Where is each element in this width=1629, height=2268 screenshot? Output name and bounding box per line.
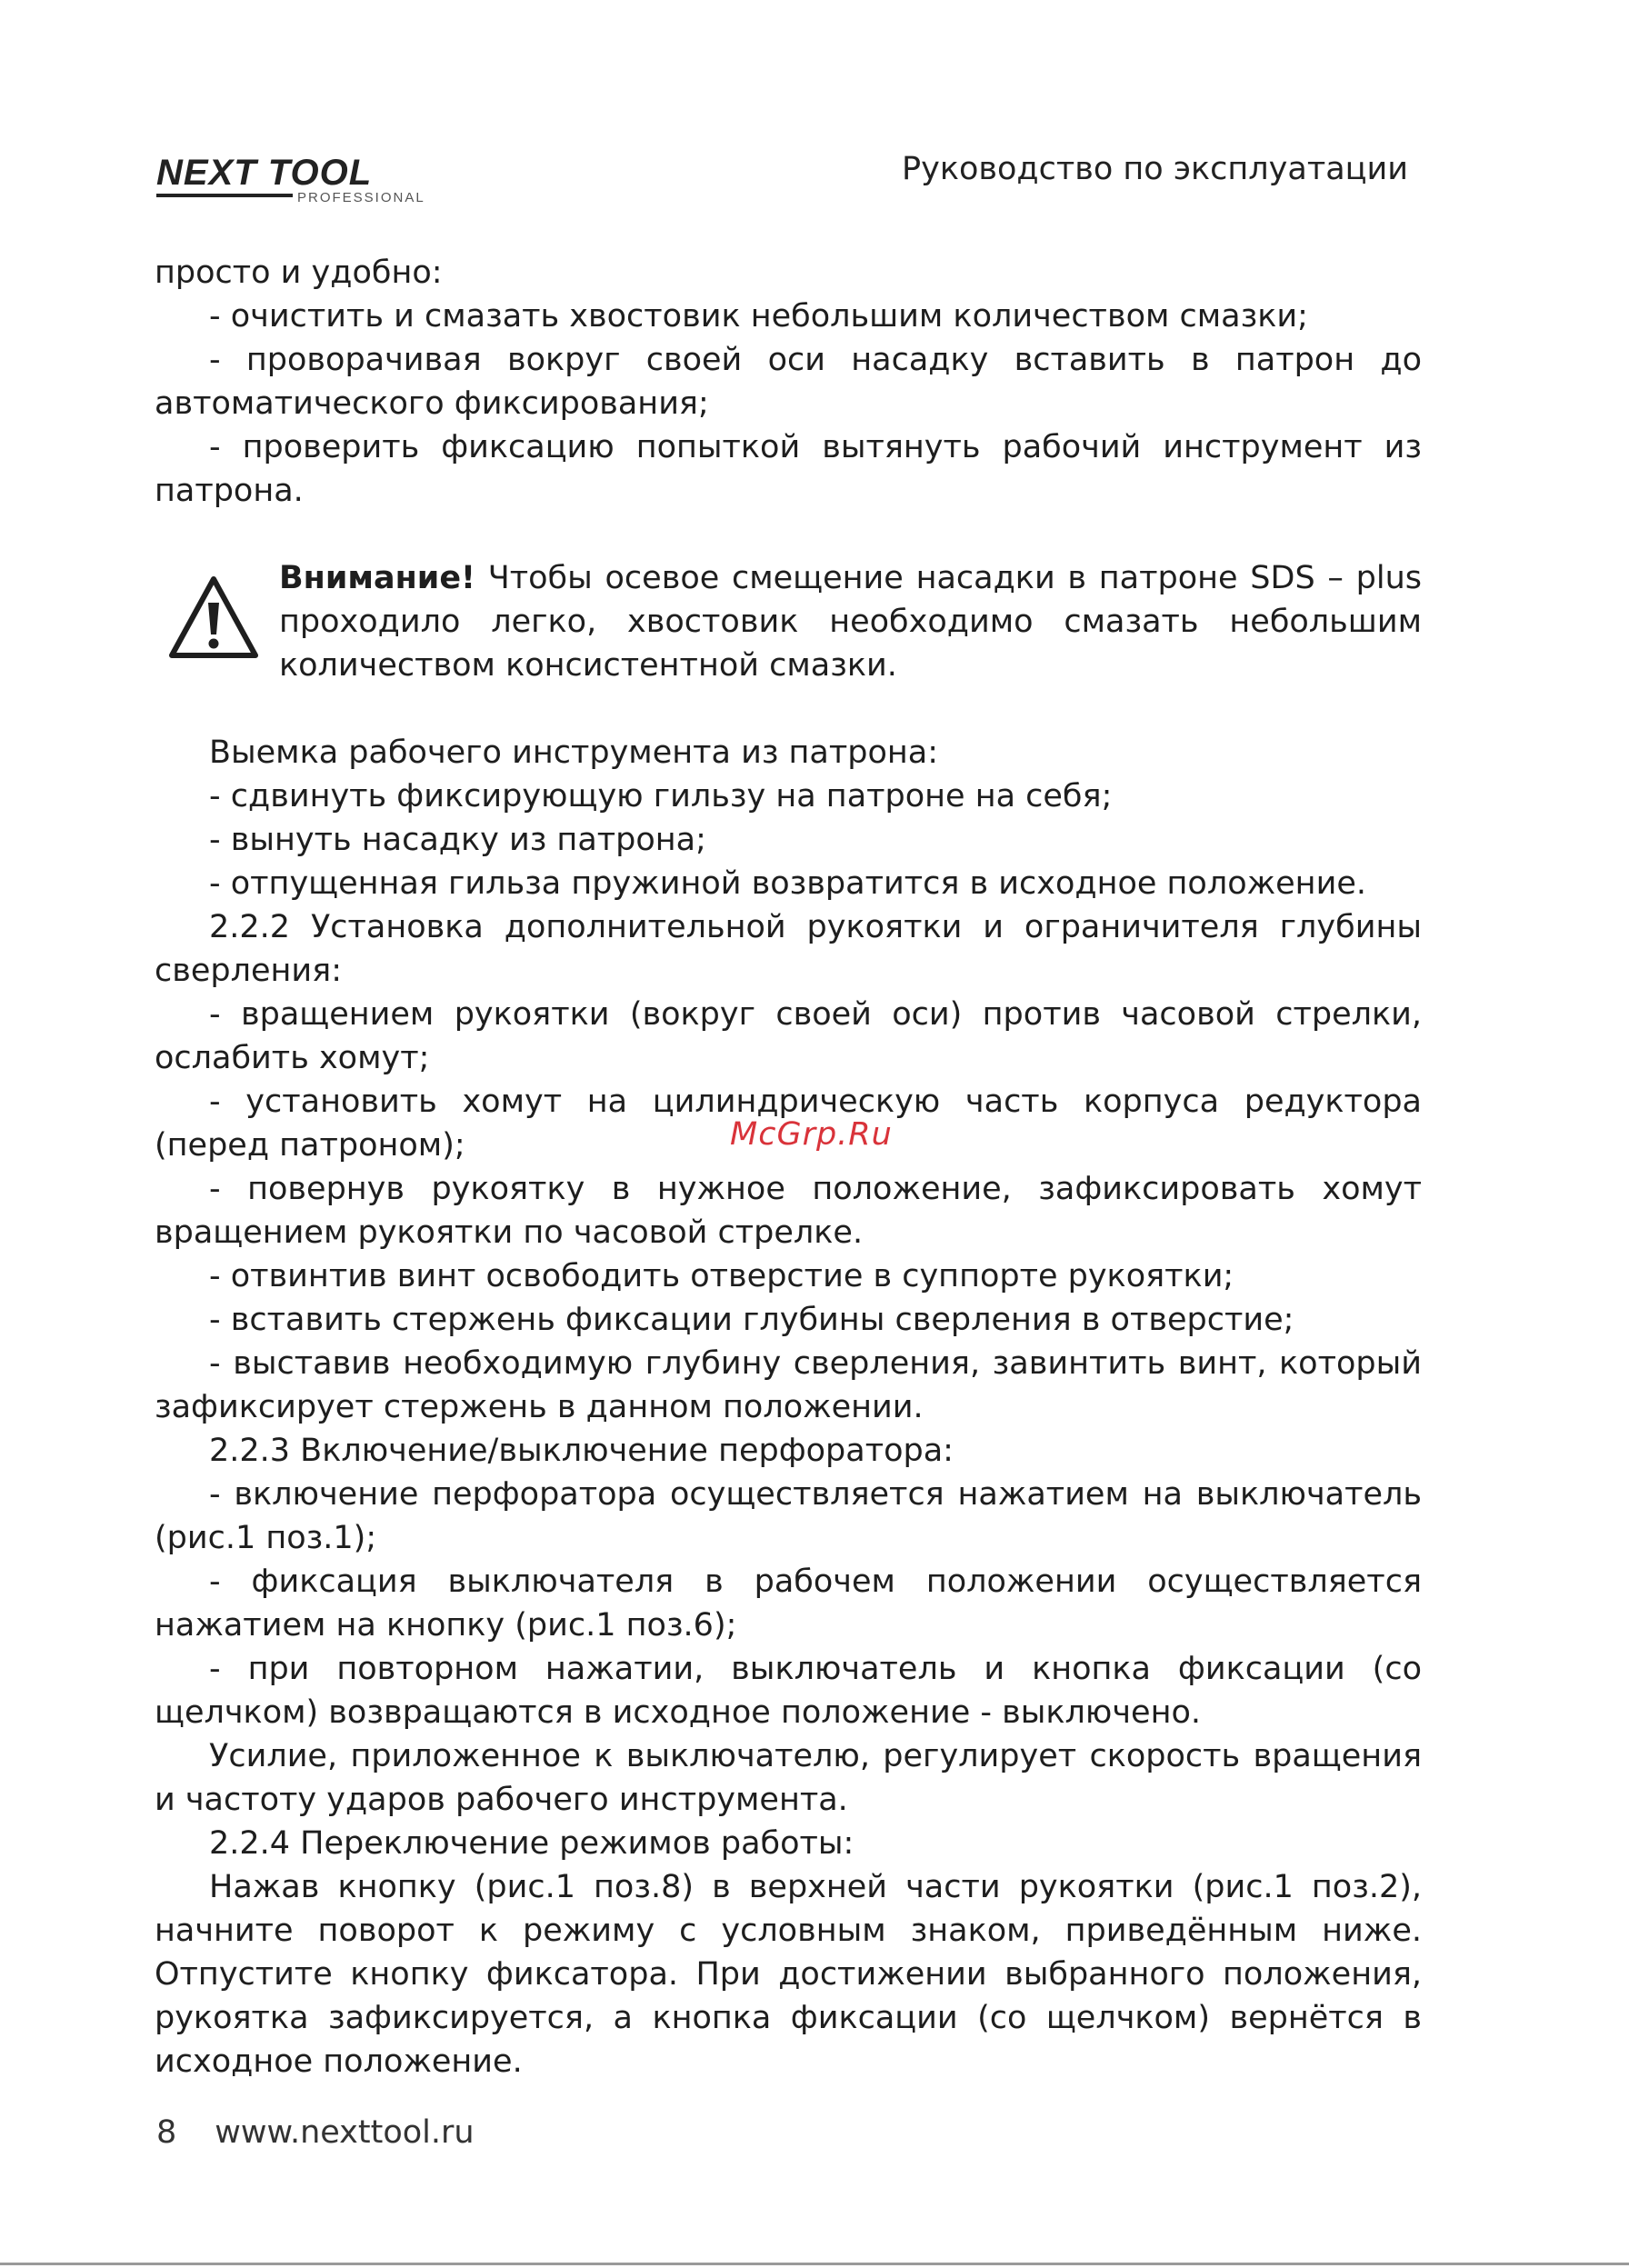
list-item: - вставить стержень фиксации глубины сверления в отверстие; [209, 1302, 1294, 1338]
brand-logo [156, 155, 497, 205]
page-bottom-divider [0, 2263, 1629, 2265]
warning-text [279, 556, 1422, 687]
list-item: - проворачивая вокруг своей оси насадку вставить в патрон до автоматического фиксирования; [155, 342, 1422, 422]
page-header-title: Руководство по эксплуатации [902, 151, 1408, 187]
section-heading: 2.2.2 Установка дополнительной рукоятки и ограничителя глубины сверления: [155, 909, 1422, 989]
section-heading: 2.2.4 Переключение режимов работы: [209, 1825, 854, 1862]
warning-label: Внимание! [279, 560, 476, 596]
list-item: - установить хомут на цилиндрическую часть корпуса редуктора (перед патроном); [155, 1084, 1422, 1164]
list-item: - отпущенная гильза пружиной возвратится в исходное положение. [209, 865, 1366, 902]
warning-block [155, 556, 1422, 687]
footer-url: www.nexttool.ru [215, 2114, 475, 2151]
page-content [155, 251, 1422, 2083]
list-item: - выставив необходимую глубину сверления, завинтить винт, который зафиксирует стержень в данном положении. [155, 1345, 1422, 1425]
paragraph: Нажав кнопку (рис.1 поз.8) в верхней части рукоятки (рис.1 поз.2), начните поворот к режиму с условным знаком, приведённым ниже. Отпустите кнопку фиксатора. При достижении выбранного положения, рукоятка зафиксируется, а кнопка фиксации (со щелчком) вернётся в исходное положение. [155, 1869, 1422, 2080]
list-item: - включение перфоратора осуществляется нажатием на выключатель (рис.1 поз.1); [155, 1476, 1422, 1556]
logo-underline [156, 194, 293, 197]
list-item: - отвинтив винт освободить отверстие в суппорте рукоятки; [209, 1258, 1234, 1294]
watermark: McGrp.Ru [730, 1116, 893, 1153]
paragraph: Усилие, приложенное к выключателю, регулирует скорость вращения и частоту ударов рабочего инструмента. [155, 1738, 1422, 1818]
section-heading: 2.2.3 Включение/выключение перфоратора: [209, 1433, 954, 1469]
list-item: - проверить фиксацию попыткой вытянуть рабочий инструмент из патрона. [155, 429, 1422, 509]
paragraph: просто и удобно: [155, 255, 443, 291]
page-number: 8 [156, 2114, 177, 2151]
spacer [155, 687, 1422, 731]
list-item: - повернув рукоятку в нужное положение, зафиксировать хомут вращением рукоятки по часовой стрелке. [155, 1171, 1422, 1251]
warning-triangle-icon [167, 574, 260, 661]
list-item: - сдвинуть фиксирующую гильзу на патроне на себя; [209, 778, 1113, 814]
list-item: - фиксация выключателя в рабочем положении осуществляется нажатием на кнопку (рис.1 поз.6); [155, 1564, 1422, 1644]
list-item: - очистить и смазать хвостовик небольшим количеством смазки; [209, 298, 1308, 335]
logo-wordmark: NEXT TOOL [156, 153, 373, 193]
spacer [155, 513, 1422, 556]
warning-body: Чтобы осевое смещение насадки в патроне SDS – plus проходило легко, хвостовик необходимо смазать небольшим количеством консистентной смазки. [279, 560, 1422, 684]
list-item: - при повторном нажатии, выключатель и кнопка фиксации (со щелчком) возвращаются в исходное положение - выключено. [155, 1651, 1422, 1731]
list-item: - вынуть насадку из патрона; [209, 822, 706, 858]
page-footer [156, 2114, 475, 2151]
paragraph: Выемка рабочего инструмента из патрона: [209, 734, 939, 771]
logo-subtitle: PROFESSIONAL [297, 190, 425, 205]
list-item: - вращением рукоятки (вокруг своей оси) против часовой стрелки, ослабить хомут; [155, 996, 1422, 1076]
